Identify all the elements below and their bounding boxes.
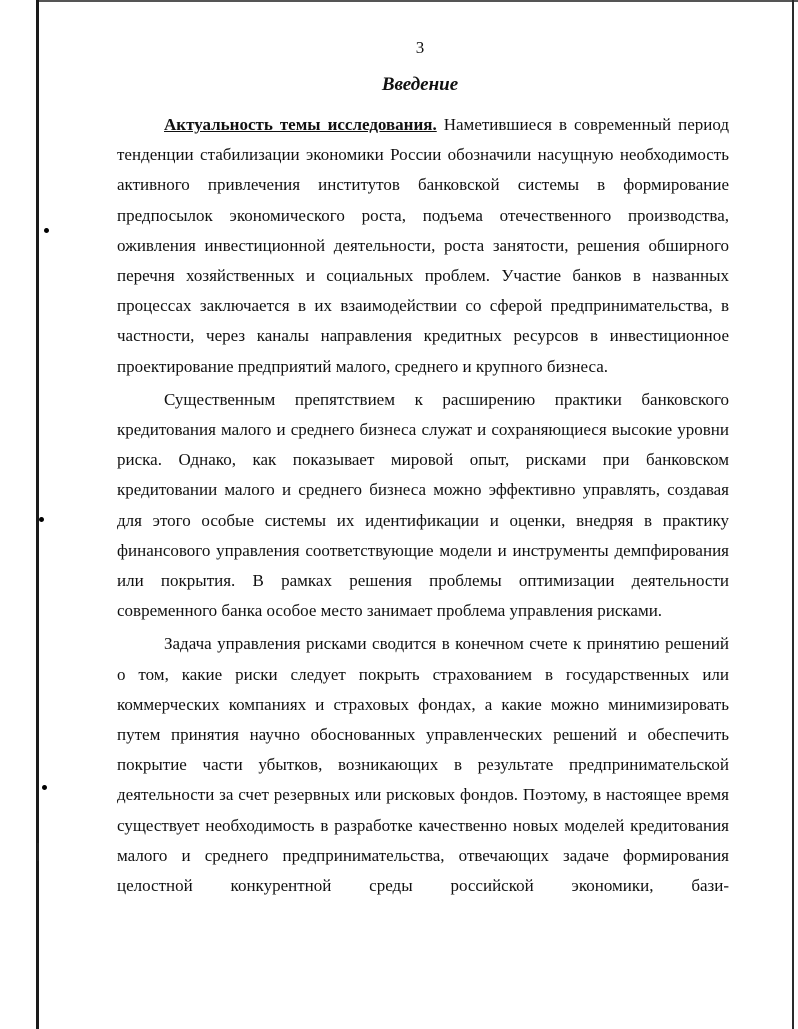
- scan-mark: [37, 843, 39, 861]
- scan-mark: [39, 517, 44, 522]
- scan-edge-left: [36, 0, 39, 1029]
- paragraph: Задача управления рисками сводится в конечном счете к принятию решений о том, какие риски следует покрыть страхованием в государственных или коммерческих компаниях и страховых фондах, а какие можно минимизировать путем принятия научно обоснованных управленческих решений и обеспечить покрытие части убытков, возникающих в результате предпринимательской деятельности за счет резервных или рисковых фондов. Поэтому, в настоящее время существует необходимость в разработке качественно новых моделей кредитования малого и среднего предпринимательства, отвечающих задаче формирования целостной конкурентной среды российской экономики, бази-: [117, 634, 729, 896]
- paragraph-lead: Актуальность темы исследования.: [164, 115, 437, 134]
- paragraph: Существенным препятствием к расширению практики банковского кредитования малого и среднего бизнеса служат и сохраняющиеся высокие уровни риска. Однако, как показывает мировой опыт, рисками при банковском кредитовании малого и среднего бизнеса можно эффективно управлять, создавая для этого особые системы их идентификации и оценки, внедряя в практику финансового управления соответствующие модели и инструменты демпфирования или покрытия. В рамках решения проблемы оптимизации деятельности современного банка особое место занимает проблема управления рисками.: [117, 389, 729, 621]
- body-text: [117, 110, 729, 904]
- page-number: 3: [415, 38, 425, 57]
- scan-edge-top: [36, 0, 798, 2]
- scan-edge-right: [792, 0, 794, 1029]
- page-title: Введение: [381, 74, 459, 95]
- paragraph: [117, 110, 729, 382]
- scan-mark: [44, 228, 49, 233]
- scan-mark: [42, 785, 47, 790]
- paragraph-text: Наметившиеся в современный период тенденции стабилизации экономики России обозначили насущную необходимость активного привлечения институтов банковской системы в формирование предпосылок экономического роста, подъема отечественного производства, оживления инвестиционной деятельности, роста занятости, решения обширного перечня хозяйственных и социальных проблем. Участие банков в названных процессах заключается в их взаимодействии со сферой предпринимательства, в частности, через каналы направления кредитных ресурсов в инвестиционное проектирование предприятий малого, среднего и крупного бизнеса.: [117, 115, 730, 376]
